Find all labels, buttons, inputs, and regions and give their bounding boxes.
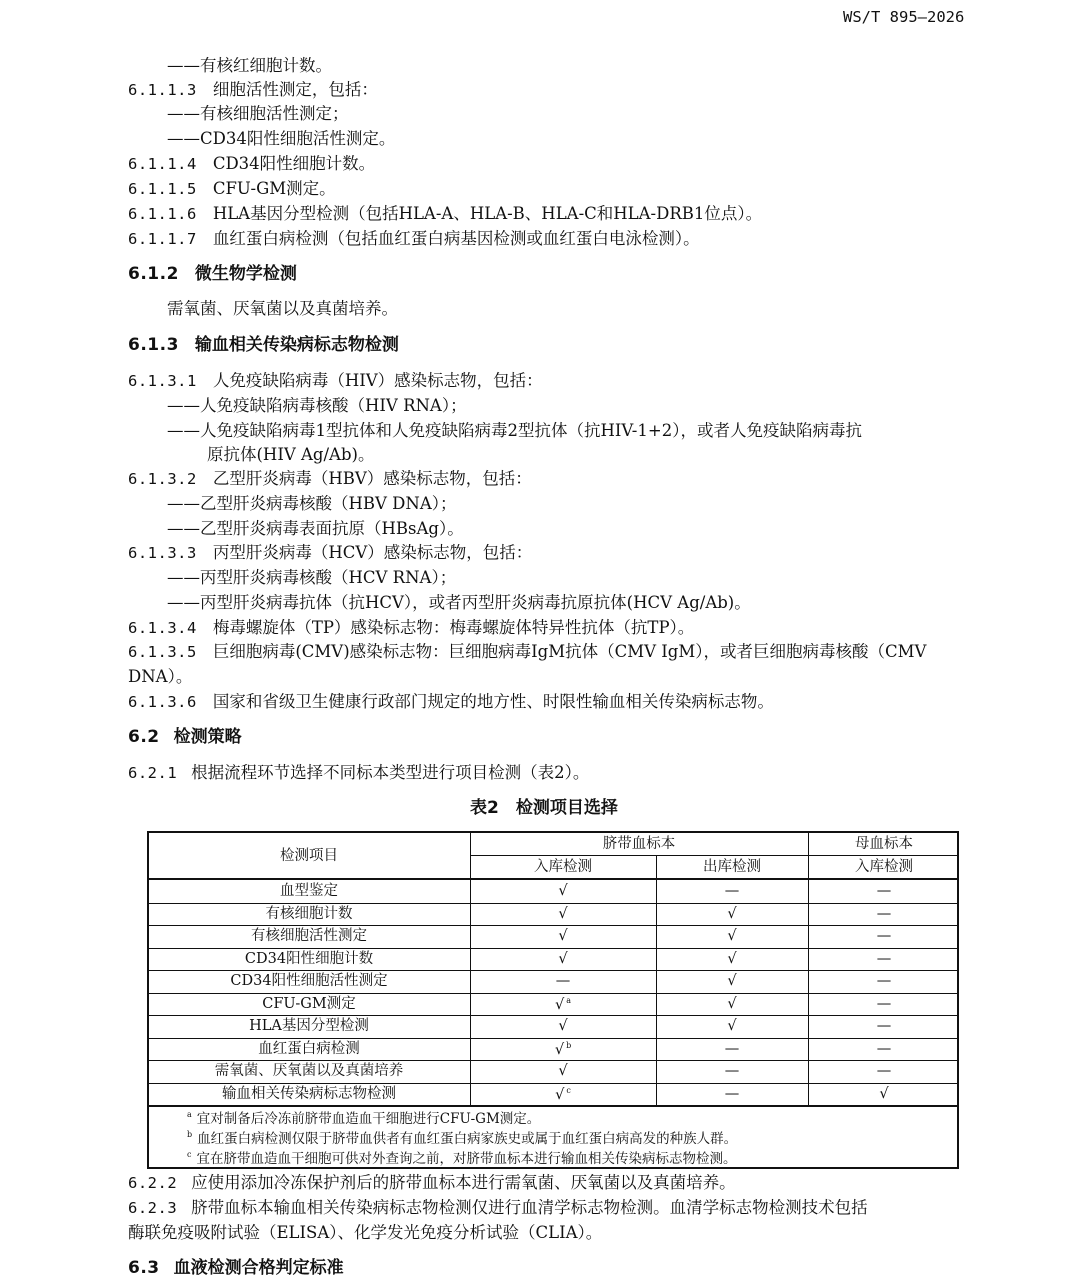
clause-6-1-1-6 xyxy=(128,206,762,223)
clause-text: ——丙型肝炎病毒核酸（HCV RNA）； xyxy=(167,568,457,587)
header-item: 检测项目 xyxy=(280,848,338,864)
table-rule xyxy=(149,993,959,994)
cell-maternal-in: — xyxy=(876,973,892,989)
list-item xyxy=(167,106,349,123)
paragraph-6-2-3: 6.2.3 脐带血标本输血相关传染病标志物检测仅进行血清学标志物检测。血清学标志物检测技术包括 xyxy=(128,1198,868,1217)
list-item xyxy=(128,669,192,686)
clause-6-1-1-3 xyxy=(128,82,378,99)
cell-cord-in: √ xyxy=(558,950,568,967)
detection-items-table xyxy=(147,831,959,1169)
section-heading-6-3: 6.3 血液检测合格判定标准 xyxy=(128,1258,344,1278)
cell-cord-out: √ xyxy=(727,905,737,922)
subheader-cord-out: 出库检测 xyxy=(703,859,761,875)
cell-item: 输血相关传染病标志物检测 xyxy=(222,1085,396,1102)
cell-cord-out: — xyxy=(724,1040,740,1057)
cell-cord-in: — xyxy=(555,973,571,989)
section-heading-6-1-2: 6.1.2 微生物学检测 xyxy=(128,264,297,284)
clause-number: 6.1.3.1 xyxy=(128,372,197,390)
table-footnote: $^c$ 宜在脐带血造血干细胞可供对外查询之前，对脐带血标本进行输血相关传染病标志物检测。 xyxy=(187,1150,737,1167)
table-rule xyxy=(149,1105,959,1107)
clause-number: 6.1.3.3 xyxy=(128,544,197,562)
subheader-maternal-in: 入库检测 xyxy=(855,859,913,875)
table-rule xyxy=(149,948,959,949)
clause-6-1-3-1 xyxy=(128,373,543,390)
cell-maternal-in: — xyxy=(876,1063,892,1079)
clause-number: 6.1.3.6 xyxy=(128,693,197,711)
clause-text: 巨细胞病毒(CMV)感染标志物：巨细胞病毒IgM抗体（CMV IgM），或者巨细胞病毒核酸（CMV xyxy=(212,642,927,661)
clause-number: 6.1.3.5 xyxy=(128,643,197,661)
cell-cord-in: √ $^a$ xyxy=(554,995,572,1013)
cell-maternal-in: — xyxy=(876,928,892,944)
header-maternal-blood: 母血标本 xyxy=(855,836,913,852)
footnote-marker: c xyxy=(566,1085,571,1095)
cell-cord-out: √ xyxy=(727,1018,737,1034)
clause-text: ——CD34阳性细胞活性测定。 xyxy=(167,129,396,148)
cell-item: CFU-GM测定 xyxy=(262,995,356,1012)
clause-6-1-3-3 xyxy=(128,545,532,562)
table-rule xyxy=(149,925,959,926)
list-item xyxy=(167,423,862,440)
cell-maternal-in: — xyxy=(876,905,892,922)
footnote-marker: a xyxy=(566,995,572,1005)
list-item xyxy=(207,447,374,464)
table-rule xyxy=(149,878,959,880)
cell-cord-in: √ xyxy=(558,928,568,944)
clause-text: 人免疫缺陷病毒（HIV）感染标志物，包括： xyxy=(212,371,543,390)
clause-6-1-3-6 xyxy=(128,694,774,711)
table-rule xyxy=(149,970,959,971)
table-caption: 表2 检测项目选择 xyxy=(470,798,618,818)
table-rule xyxy=(470,855,959,856)
list-item xyxy=(167,131,395,148)
clause-text: ——有核红细胞计数。 xyxy=(167,56,332,75)
clause-text: 血红蛋白病检测（包括血红蛋白病基因检测或血红蛋白电泳检测）。 xyxy=(212,229,700,248)
subheader-cord-in: 入库检测 xyxy=(534,859,592,875)
section-body-6-1-2: 需氧菌、厌氧菌以及真菌培养。 xyxy=(167,299,398,318)
cell-maternal-in: √ xyxy=(879,1085,889,1102)
cell-item: 需氧菌、厌氧菌以及真菌培养 xyxy=(214,1063,404,1079)
header-cord-blood: 脐带血标本 xyxy=(602,836,676,852)
clause-text: 国家和省级卫生健康行政部门规定的地方性、时限性输血相关传染病标志物。 xyxy=(212,692,774,711)
table-rule xyxy=(149,1083,959,1084)
cell-cord-in: √ xyxy=(558,1063,568,1079)
cell-cord-out: √ xyxy=(727,950,737,967)
clause-6-1-1-4 xyxy=(128,156,375,173)
cell-cord-in: √ xyxy=(558,883,568,899)
cell-cord-in: √ xyxy=(558,905,568,922)
cell-item: 有核细胞活性测定 xyxy=(251,928,367,944)
footnote-marker: a xyxy=(187,1110,192,1119)
clause-text: 丙型肝炎病毒（HCV）感染标志物，包括： xyxy=(212,543,533,562)
cell-cord-out: √ xyxy=(727,973,737,989)
clause-6-1-3-5 xyxy=(128,644,926,661)
clause-text: CFU-GM测定。 xyxy=(212,179,336,198)
cell-cord-out: — xyxy=(724,1085,740,1102)
table-rule xyxy=(808,833,809,1105)
clause-text: 梅毒螺旋体（TP）感染标志物：梅毒螺旋体特异性抗体（抗TP）。 xyxy=(212,618,695,637)
footnote-marker: b xyxy=(566,1040,572,1050)
paragraph-6-2-3-continued: 酶联免疫吸附试验（ELISA）、化学发光免疫分析试验（CLIA）。 xyxy=(128,1223,603,1242)
clause-text: 原抗体(HIV Ag/Ab)。 xyxy=(207,445,375,464)
list-item xyxy=(167,570,456,587)
cell-cord-out: √ xyxy=(727,928,737,944)
cell-maternal-in: — xyxy=(876,1040,892,1057)
section-heading-6-2: 6.2 检测策略 xyxy=(128,727,242,747)
list-item xyxy=(167,398,467,415)
table-rule xyxy=(149,1038,959,1039)
cell-cord-out: — xyxy=(724,1063,740,1079)
table-rule xyxy=(470,833,471,1105)
clause-text: ——乙型肝炎病毒核酸（HBV DNA）； xyxy=(167,494,457,513)
cell-maternal-in: — xyxy=(876,1018,892,1034)
cell-item: 血型鉴定 xyxy=(280,883,338,899)
clause-6-1-3-4 xyxy=(128,620,694,637)
paragraph-6-2-2: 6.2.2 应使用添加冷冻保护剂后的脐带血标本进行需氧菌、厌氧菌以及真菌培养。 xyxy=(128,1173,736,1192)
table-footnote: $^b$ 血红蛋白病检测仅限于脐带血供者有血红蛋白病家族史或属于血红蛋白病高发的种族人群。 xyxy=(187,1130,738,1147)
cell-maternal-in: — xyxy=(876,883,892,899)
clause-number: 6.1.1.7 xyxy=(128,230,197,248)
list-item xyxy=(167,595,751,612)
clause-6-1-3-2 xyxy=(128,471,532,488)
footnote-marker: b xyxy=(187,1130,193,1139)
clause-number: 6.1.1.5 xyxy=(128,180,197,198)
clause-text: ——有核细胞活性测定； xyxy=(167,104,349,123)
clause-text: ——乙型肝炎病毒表面抗原（HBsAg）。 xyxy=(167,519,464,538)
footnote-marker: c xyxy=(187,1150,192,1159)
cell-maternal-in: — xyxy=(876,995,892,1012)
clause-6-1-1-5 xyxy=(128,181,336,198)
table-footnote: $^a$ 宜对制备后冷冻前脐带血造血干细胞进行CFU-GM测定。 xyxy=(187,1110,541,1127)
cell-maternal-in: — xyxy=(876,950,892,967)
cell-item: 血红蛋白病检测 xyxy=(258,1040,360,1057)
list-item xyxy=(167,521,464,538)
table-rule xyxy=(149,1060,959,1061)
cell-item: CD34阳性细胞计数 xyxy=(244,950,374,967)
paragraph-6-2-1: 6.2.1 根据流程环节选择不同标本类型进行项目检测（表2）。 xyxy=(128,763,590,782)
cell-cord-in: √ $^b$ xyxy=(554,1040,572,1058)
clause-text: 乙型肝炎病毒（HBV）感染标志物，包括： xyxy=(212,469,532,488)
clause-number: 6.1.3.4 xyxy=(128,619,197,637)
table-rule xyxy=(149,903,959,904)
clause-text: 细胞活性测定，包括： xyxy=(212,80,378,99)
clause-number: 6.1.1.6 xyxy=(128,205,197,223)
cell-item: CD34阳性细胞活性测定 xyxy=(230,973,388,989)
list-item xyxy=(167,58,332,75)
clause-text: ——丙型肝炎病毒抗体（抗HCV），或者丙型肝炎病毒抗原抗体(HCV Ag/Ab)。 xyxy=(167,593,751,612)
clause-number: 6.1.1.4 xyxy=(128,155,197,173)
clause-text: HLA基因分型检测（包括HLA-A、HLA-B、HLA-C和HLA-DRB1位点）。 xyxy=(212,204,763,223)
section-heading-6-1-3: 6.1.3 输血相关传染病标志物检测 xyxy=(128,335,399,355)
table-rule xyxy=(656,855,657,1105)
list-item xyxy=(167,496,457,513)
clause-text: DNA）。 xyxy=(128,667,193,686)
clause-text: ——人免疫缺陷病毒1型抗体和人免疫缺陷病毒2型抗体（抗HIV-1+2），或者人免疫缺陷病毒抗 xyxy=(167,421,862,440)
clause-text: ——人免疫缺陷病毒核酸（HIV RNA）； xyxy=(167,396,467,415)
cell-item: 有核细胞计数 xyxy=(265,905,353,922)
clause-number: 6.1.1.3 xyxy=(128,81,197,99)
clause-number: 6.1.3.2 xyxy=(128,470,197,488)
table-rule xyxy=(149,1015,959,1016)
clause-text: CD34阳性细胞计数。 xyxy=(212,154,376,173)
cell-cord-in: √ $^c$ xyxy=(555,1085,571,1103)
cell-cord-in: √ xyxy=(558,1018,568,1034)
cell-item: HLA基因分型检测 xyxy=(249,1018,369,1034)
clause-6-1-1-7 xyxy=(128,231,700,248)
cell-cord-out: √ xyxy=(727,995,737,1012)
doc-code: WS/T 895—2026 xyxy=(843,8,965,26)
cell-cord-out: — xyxy=(724,883,740,899)
